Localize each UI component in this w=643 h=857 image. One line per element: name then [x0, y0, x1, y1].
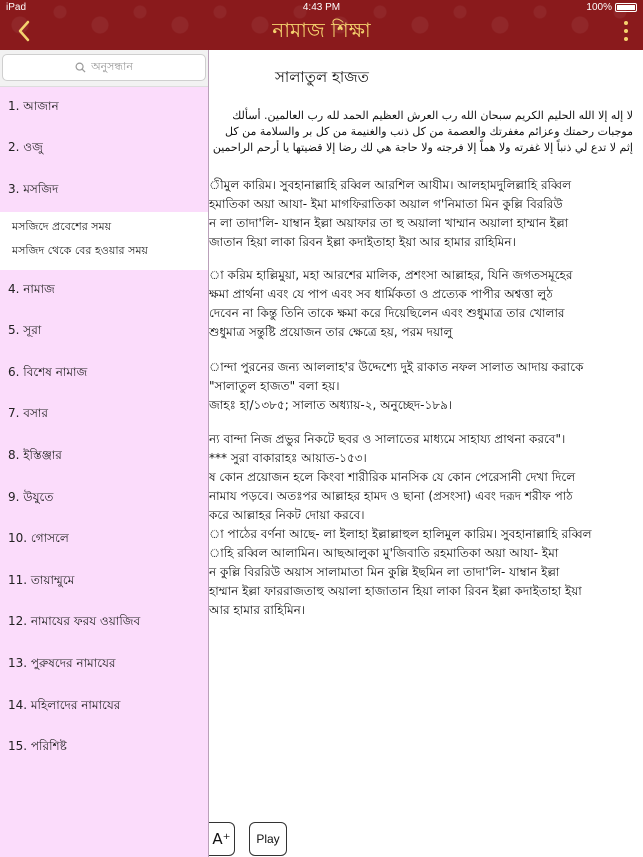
sidebar-item-women-namaz[interactable]: 14. মহিলাদের নামাযের: [8, 697, 121, 712]
paragraph-transliteration: ীমুল কারিম। সুবহানাল্লাহি রব্বিল আরশিল আযীম। আলহামদুলিল্লাহি রব্বিল হমাতিকা অয়া আযা- ইমা মাগফিরাতিকা অয়াল গ'নিমাতা মিন কুল্লি বিররিউ ন লা তাদা'লি- যাম্বান ইল্লা অয়াফার তা হু অয়ালা খাম্মান অয়ালা হাম্মান ইল্লা জাতান হিয়া লাকা রিবন ইল্লা কদাইতাহা ইয়া আর হামার রাহিমিন।: [209, 178, 572, 249]
sidebar-item-wudu[interactable]: 2. ওজু: [8, 140, 43, 155]
sidebar-item-appendix[interactable]: 15. পরিশিষ্ট: [8, 739, 67, 754]
sidebar-item-mosque[interactable]: 3. মসজিদ: [8, 181, 59, 196]
app-title: নামাজ শিক্ষা: [272, 18, 371, 42]
more-options-button[interactable]: [617, 18, 635, 44]
carrier-label: iPad: [6, 2, 27, 13]
sidebar-item-azan[interactable]: 1. আজান: [8, 98, 59, 113]
sidebar-item-men-namaz[interactable]: 13. পুরুষদের নামাযের: [8, 655, 116, 670]
top-bar: [0, 0, 643, 50]
battery-percent: 100%: [586, 2, 612, 13]
sidebar-item-bath[interactable]: 10. গোসলে: [8, 531, 69, 546]
arabic-dua: لا إله إلا الله الحليم الكريم سبحان الله رب العرش العظيم الحمد لله رب العالمين. أسألك موجبات رحمتك وعزائم مغفرتك والعصمة من كل ذنب والغنيمة من كل بر والسلامة من كل إثم لا تدع لي ذنباً إلا غفرته ولا هماً إلا فرجته ولا حاجة هي لك رضا إلا قضيتها يا أرحم الراحمين: [212, 109, 633, 154]
sidebar-item-tayammum[interactable]: 11. তায়াম্মুমে: [8, 572, 75, 587]
paragraph-definition: ান্দা পুরনের জন্য আললাহ'র উদ্দেশ্যে দুই রাকাত নফল সালাত আদায় করাকে "সালাতুল হাজত" বলা হয়। জাহঃ হা/১৩৮৫; সালাত অধ্যায়-২, অনুচ্ছেদ-১৮৯।: [209, 360, 584, 412]
status-bar: [0, 2, 643, 16]
more-vertical-icon: [624, 21, 628, 25]
chapter-list: [0, 87, 208, 769]
sidebar-item-namaz[interactable]: 4. নামাজ: [8, 281, 55, 296]
search-placeholder: অনুসন্ধান: [91, 60, 133, 73]
sub-item-leave-mosque[interactable]: মসজিদ থেকে বের হওয়ার সময়: [12, 244, 148, 258]
paragraph-meaning: া করিম হাল্লিমুয়া, মহা আরশের মালিক, প্রশংসা আল্লাহর, যিনি জগতসমূহের ক্ষমা প্রার্থনা এবং যে পাপ এবং সব ধার্মিকতা ও প্রত্যেক পাপীর অশ্বত্তা লুঠ দেবেন না কিন্তু তিনি তাকে ক্ষমা করে দিয়েছিলেন এবং শুধুমাত্র তার খোলার শুধুমাত্র সন্তুষ্টি প্রয়োজন তার ক্ষেত্রে হয়, পরম দয়ালু: [209, 268, 573, 339]
page-title: সালাতুল হাজত: [275, 68, 369, 86]
search-bar: [0, 50, 208, 87]
article-content: [209, 50, 643, 857]
play-button[interactable]: Play: [249, 822, 287, 856]
search-icon: [75, 62, 86, 73]
sidebar: [0, 50, 209, 857]
sidebar-item-istinja[interactable]: 8. ইস্তিঞ্জার: [8, 447, 62, 462]
search-input[interactable]: [2, 54, 206, 81]
sidebar-item-ablution[interactable]: 9. উযুতে: [8, 489, 54, 504]
bottom-controls: [209, 822, 287, 856]
font-size-button[interactable]: A⁺: [209, 822, 235, 856]
battery-icon: [615, 3, 637, 12]
sidebar-item-special-namaz[interactable]: 6. বিশেষ নামাজ: [8, 364, 88, 379]
sidebar-item-farz-wajib[interactable]: 12. নামাযের ফরয ওয়াজিব: [8, 614, 141, 629]
sidebar-item-sura[interactable]: 5. সূরা: [8, 323, 42, 338]
sidebar-item-sitting[interactable]: 7. বসার: [8, 406, 48, 421]
clock: 4:43 PM: [302, 2, 341, 13]
sub-item-enter-mosque[interactable]: মসজিদে প্রবেশের সময়: [12, 220, 112, 234]
paragraph-method: ন্য বান্দা নিজ প্রভুর নিকটে ছবর ও সালাতের মাধ্যমে সাহায্য প্রাথনা করবে"। *** সুরা বাকারাহঃ আয়াত-১৫৩। ষ কোন প্রয়োজন হলে কিংবা শারীরিক মানসিক যে কোন পেরেসানী দেখা দিলে নামায পড়বে। অতঃপর আল্লাহর হামদ ও ছানা (প্রসংসা) এবং দরূদ শরীফ পাঠ করে আল্লাহর নিকট দোয়া করবে। া পাঠের বর্ণনা আছে- লা ইলাহা ইল্লাল্লাহুল হালিমুল কারিম। সুবহানাল্লাহি রব্বিল াহি রব্বিল আলামিন। আছআলুকা মু'জিবাতি রহমাতিকা অয়া আযা- ইমা ন কুল্লি বিররিউ অয়াস সালামাতা মিন কুল্লি ইছমিন লা তাদা'লি- যাম্বান ইল্লা হাম্মান ইল্লা ফাররাজতাহু অয়ালা হাজাতান হিয়া লাকা রিবন ইল্লা কদাইতাহা ইয়া আর হামার রাহিমিন।: [209, 432, 592, 617]
mosque-sub-menu: [0, 212, 208, 270]
battery-status: [586, 2, 637, 13]
